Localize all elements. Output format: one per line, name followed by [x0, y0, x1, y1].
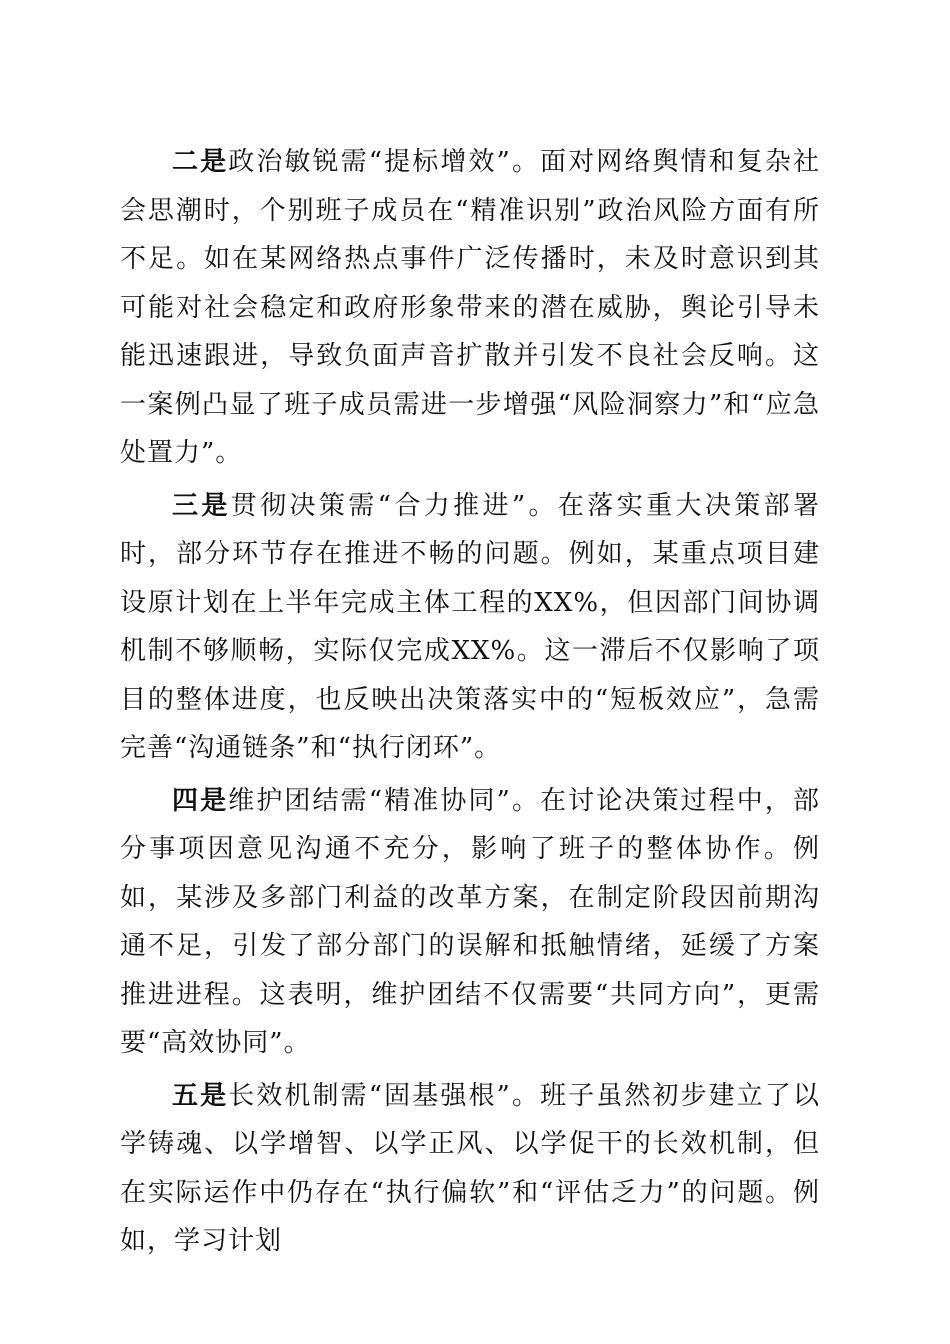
paragraph-5 [120, 1072, 820, 1266]
paragraph-text: 贯彻决策需“合力推进”。在落实重大决策部署时，部分环节存在推进不畅的问题。例如，某重点项目建设原计划在上半年完成主体工程的XX%，但因部门间协调机制不够顺畅，实际仅完成XX%。这一滞后不仅影响了项目的整体进度，也反映出决策落实中的“短板效应”，急需完善“沟通链条”和“执行闭环”。 [120, 490, 820, 763]
paragraph-text: 长效机制需“固基强根”。班子虽然初步建立了以学铸魂、以学增智、以学正风、以学促干的长效机制，但在实际运作中仍存在“执行偏软”和“评估乏力”的问题。例如，学习计划 [120, 1080, 820, 1256]
document-body [120, 138, 820, 1266]
paragraph-4 [120, 777, 820, 1068]
paragraph-lead: 四是 [172, 785, 229, 816]
paragraph-text: 政治敏锐需“提标增效”。面对网络舆情和复杂社会思潮时，个别班子成员在“精准识别”政治风险方面有所不足。如在某网络热点事件广泛传播时，未及时意识到其可能对社会稳定和政府形象带来的潜在威胁，舆论引导未能迅速跟进，导致负面声音扩散并引发不良社会反响。这一案例凸显了班子成员需进一步增强“风险洞察力”和“应急处置力”。 [120, 147, 820, 468]
paragraph-3 [120, 482, 820, 773]
paragraph-2 [120, 138, 820, 478]
paragraph-lead: 二是 [172, 147, 229, 177]
paragraph-text: 维护团结需“精准协同”。在讨论决策过程中，部分事项因意见沟通不充分，影响了班子的整体协作。例如，某涉及多部门利益的改革方案，在制定阶段因前期沟通不足，引发了部分部门的误解和抵触情绪，延缓了方案推进进程。这表明，维护团结不仅需要“共同方向”，更需要“高效协同”。 [120, 785, 820, 1058]
paragraph-lead: 五是 [172, 1080, 229, 1111]
paragraph-lead: 三是 [172, 490, 231, 521]
